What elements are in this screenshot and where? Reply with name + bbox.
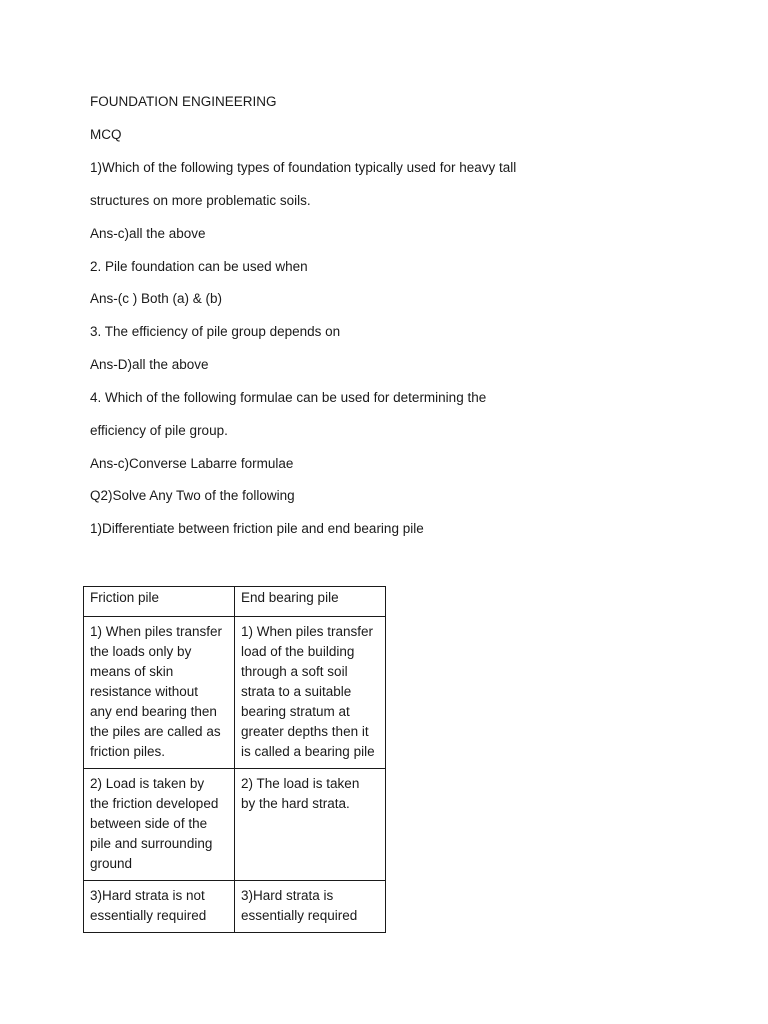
table-cell-line: 2) Load is taken by [90, 776, 205, 791]
table-header-friction-pile: Friction pile [84, 587, 235, 617]
document-title: FOUNDATION ENGINEERING [90, 94, 277, 109]
table-cell-line: resistance without [90, 684, 199, 699]
table-cell-line: is called a bearing pile [241, 744, 375, 759]
table-cell-line: between side of the [90, 816, 208, 831]
table-cell [235, 881, 386, 933]
table-cell-line: 1) When piles transfer [90, 624, 223, 639]
table-cell-line: the friction developed [90, 796, 219, 811]
table-cell-line: the loads only by [90, 644, 192, 659]
question-4-line-1: 4. Which of the following formulae can be used for determining the [90, 390, 487, 405]
table-cell-line: pile and surrounding [90, 836, 213, 851]
question-2: 2. Pile foundation can be used when [90, 259, 308, 274]
section-heading-q2: Q2)Solve Any Two of the following [90, 488, 295, 503]
question-5: 1)Differentiate between friction pile and end bearing pile [90, 521, 424, 536]
table-header-row [84, 587, 386, 617]
table-cell-line: means of skin [90, 664, 174, 679]
table-cell [235, 617, 386, 769]
table-cell-line: 1) When piles transfer [241, 624, 374, 639]
answer-4: Ans-c)Converse Labarre formulae [90, 456, 294, 471]
answer-1: Ans-c)all the above [90, 226, 206, 241]
table-row [84, 769, 386, 881]
table-cell-line: strata to a suitable [241, 684, 352, 699]
comparison-table-body [84, 587, 386, 933]
table-row [84, 881, 386, 933]
question-1-line-2: structures on more problematic soils. [90, 193, 311, 208]
question-3: 3. The efficiency of pile group depends on [90, 324, 341, 339]
table-header-end-bearing-pile: End bearing pile [235, 587, 386, 617]
section-heading-mcq: MCQ [90, 127, 122, 142]
comparison-table [83, 586, 386, 933]
table-cell [84, 881, 235, 933]
answer-3: Ans-D)all the above [90, 357, 209, 372]
answer-2: Ans-(c ) Both (a) & (b) [90, 291, 223, 306]
table-cell-line: the piles are called as [90, 724, 221, 739]
table-cell [235, 769, 386, 881]
table-row [84, 617, 386, 769]
table-cell-line: bearing stratum at [241, 704, 350, 719]
table-cell-line: essentially required [90, 908, 207, 923]
table-cell-line: through a soft soil [241, 664, 348, 679]
table-cell [84, 769, 235, 881]
table-cell-line: load of the building [241, 644, 355, 659]
table-cell-line: by the hard strata. [241, 796, 350, 811]
table-cell-line: 2) The load is taken [241, 776, 360, 791]
table-cell-line: essentially required [241, 908, 358, 923]
table-cell-line: 3)Hard strata is [241, 888, 334, 903]
table-cell-line: 3)Hard strata is not [90, 888, 205, 903]
table-cell-line: greater depths then it [241, 724, 369, 739]
table-cell [84, 617, 235, 769]
table-cell-line: friction piles. [90, 744, 166, 759]
question-4-line-2: efficiency of pile group. [90, 423, 228, 438]
question-1-line-1: 1)Which of the following types of foundation typically used for heavy tall [90, 160, 517, 175]
table-cell-line: any end bearing then [90, 704, 217, 719]
table-cell-line: ground [90, 856, 133, 871]
